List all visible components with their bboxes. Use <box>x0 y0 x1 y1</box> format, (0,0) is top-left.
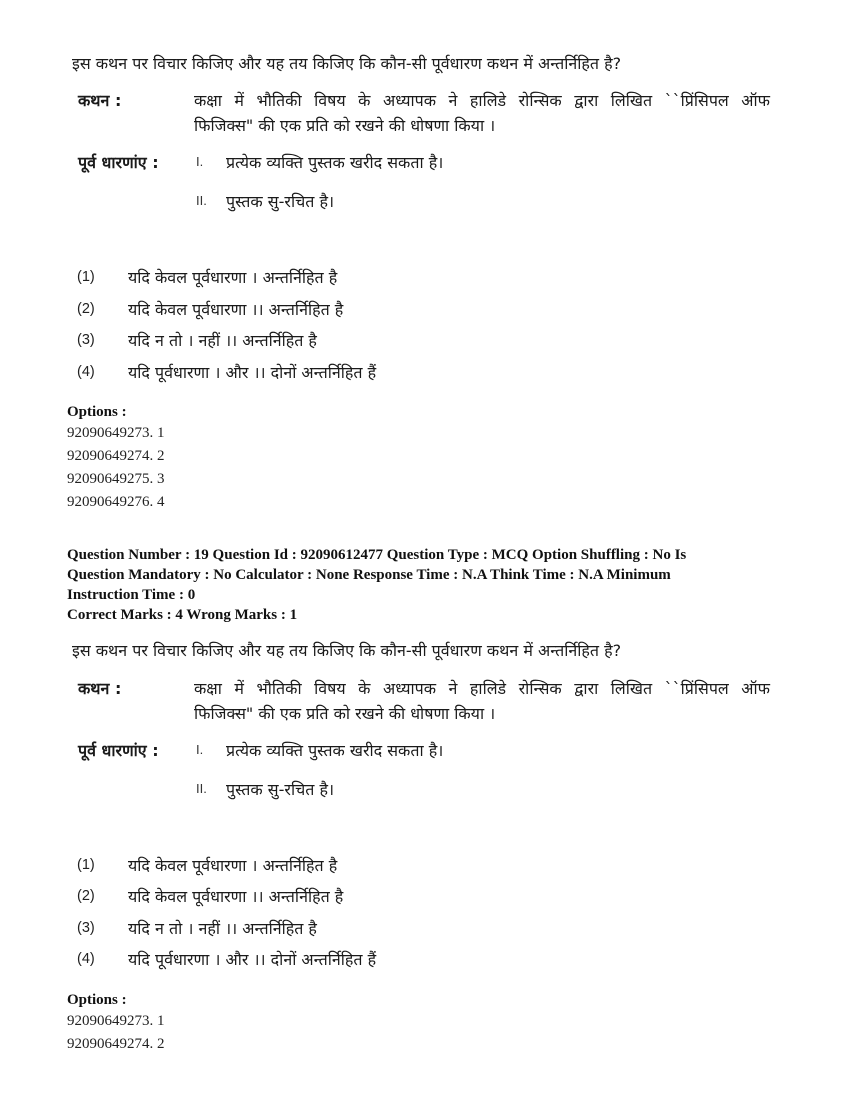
choice-number: (2) <box>77 888 95 904</box>
choice-number: (3) <box>77 920 95 936</box>
choice-text: यदि न तो । नहीं ।। अन्तर्निहित है <box>128 919 317 938</box>
choice-number: (1) <box>77 269 95 285</box>
assumption-number: I. <box>196 742 204 757</box>
statement-line: फिजिक्स" की एक प्रति को रखने की धोषणा किया । <box>194 704 496 723</box>
assumption-text: प्रत्येक व्यक्ति पुस्तक खरीद सकता है। <box>226 741 444 760</box>
assumption-text: पुस्तक सु-रचित है। <box>226 192 335 211</box>
choice-text: यदि पूर्वधारणा । और ।। दोनों अन्तर्निहित हैं <box>128 363 377 382</box>
option-id: 92090649274. 2 <box>67 1036 165 1052</box>
assumption-number: II. <box>196 781 207 796</box>
assumption-number: I. <box>196 154 204 169</box>
option-id: 92090649276. 4 <box>67 494 165 510</box>
choice-text: यदि केवल पूर्वधारणा । अन्तर्निहित है <box>128 268 338 287</box>
option-id: 92090649273. 1 <box>67 1013 165 1029</box>
choice-text: यदि केवल पूर्वधारणा ।। अन्तर्निहित है <box>128 300 344 319</box>
choice-number: (3) <box>77 332 95 348</box>
choice-number: (1) <box>77 857 95 873</box>
options-label: Options : <box>67 992 127 1008</box>
question-text: इस कथन पर विचार किजिए और यह तय किजिए कि कौन-सी पूर्वधारण कथन में अन्तर्निहित है? <box>72 641 622 660</box>
statement-label: कथन : <box>78 679 122 698</box>
question-meta-line: Question Number : 19 Question Id : 92090612477 Question Type : MCQ Option Shuffling : No Is <box>67 547 687 563</box>
option-id: 92090649275. 3 <box>67 471 165 487</box>
options-label: Options : <box>67 404 127 420</box>
statement-line: कक्षा में भौतिकी विषय के अध्यापक ने हालिडे रोन्सिक द्वारा लिखित ``प्रिंसिपल ऑफ <box>194 91 770 110</box>
assumptions-label: पूर्व धारणांए : <box>78 153 159 172</box>
choice-number: (4) <box>77 364 95 380</box>
statement-line: कक्षा में भौतिकी विषय के अध्यापक ने हालिडे रोन्सिक द्वारा लिखित ``प्रिंसिपल ऑफ <box>194 679 770 698</box>
assumptions-label: पूर्व धारणांए : <box>78 741 159 760</box>
assumption-text: प्रत्येक व्यक्ति पुस्तक खरीद सकता है। <box>226 153 444 172</box>
statement-label: कथन : <box>78 91 122 110</box>
choice-number: (4) <box>77 951 95 967</box>
choice-text: यदि केवल पूर्वधारणा ।। अन्तर्निहित है <box>128 887 344 906</box>
option-id: 92090649274. 2 <box>67 448 165 464</box>
option-id: 92090649273. 1 <box>67 425 165 441</box>
statement-line: फिजिक्स" की एक प्रति को रखने की धोषणा किया । <box>194 116 496 135</box>
question-meta-line: Question Mandatory : No Calculator : None Response Time : N.A Think Time : N.A Minimum <box>67 567 671 583</box>
choice-text: यदि केवल पूर्वधारणा । अन्तर्निहित है <box>128 856 338 875</box>
assumption-number: II. <box>196 193 207 208</box>
assumption-text: पुस्तक सु-रचित है। <box>226 780 335 799</box>
marks-line: Correct Marks : 4 Wrong Marks : 1 <box>67 607 298 623</box>
choice-text: यदि पूर्वधारणा । और ।। दोनों अन्तर्निहित हैं <box>128 950 377 969</box>
choice-text: यदि न तो । नहीं ।। अन्तर्निहित है <box>128 331 317 350</box>
question-text: इस कथन पर विचार किजिए और यह तय किजिए कि कौन-सी पूर्वधारण कथन में अन्तर्निहित है? <box>72 54 622 73</box>
question-meta-line: Instruction Time : 0 <box>67 587 196 603</box>
choice-number: (2) <box>77 301 95 317</box>
